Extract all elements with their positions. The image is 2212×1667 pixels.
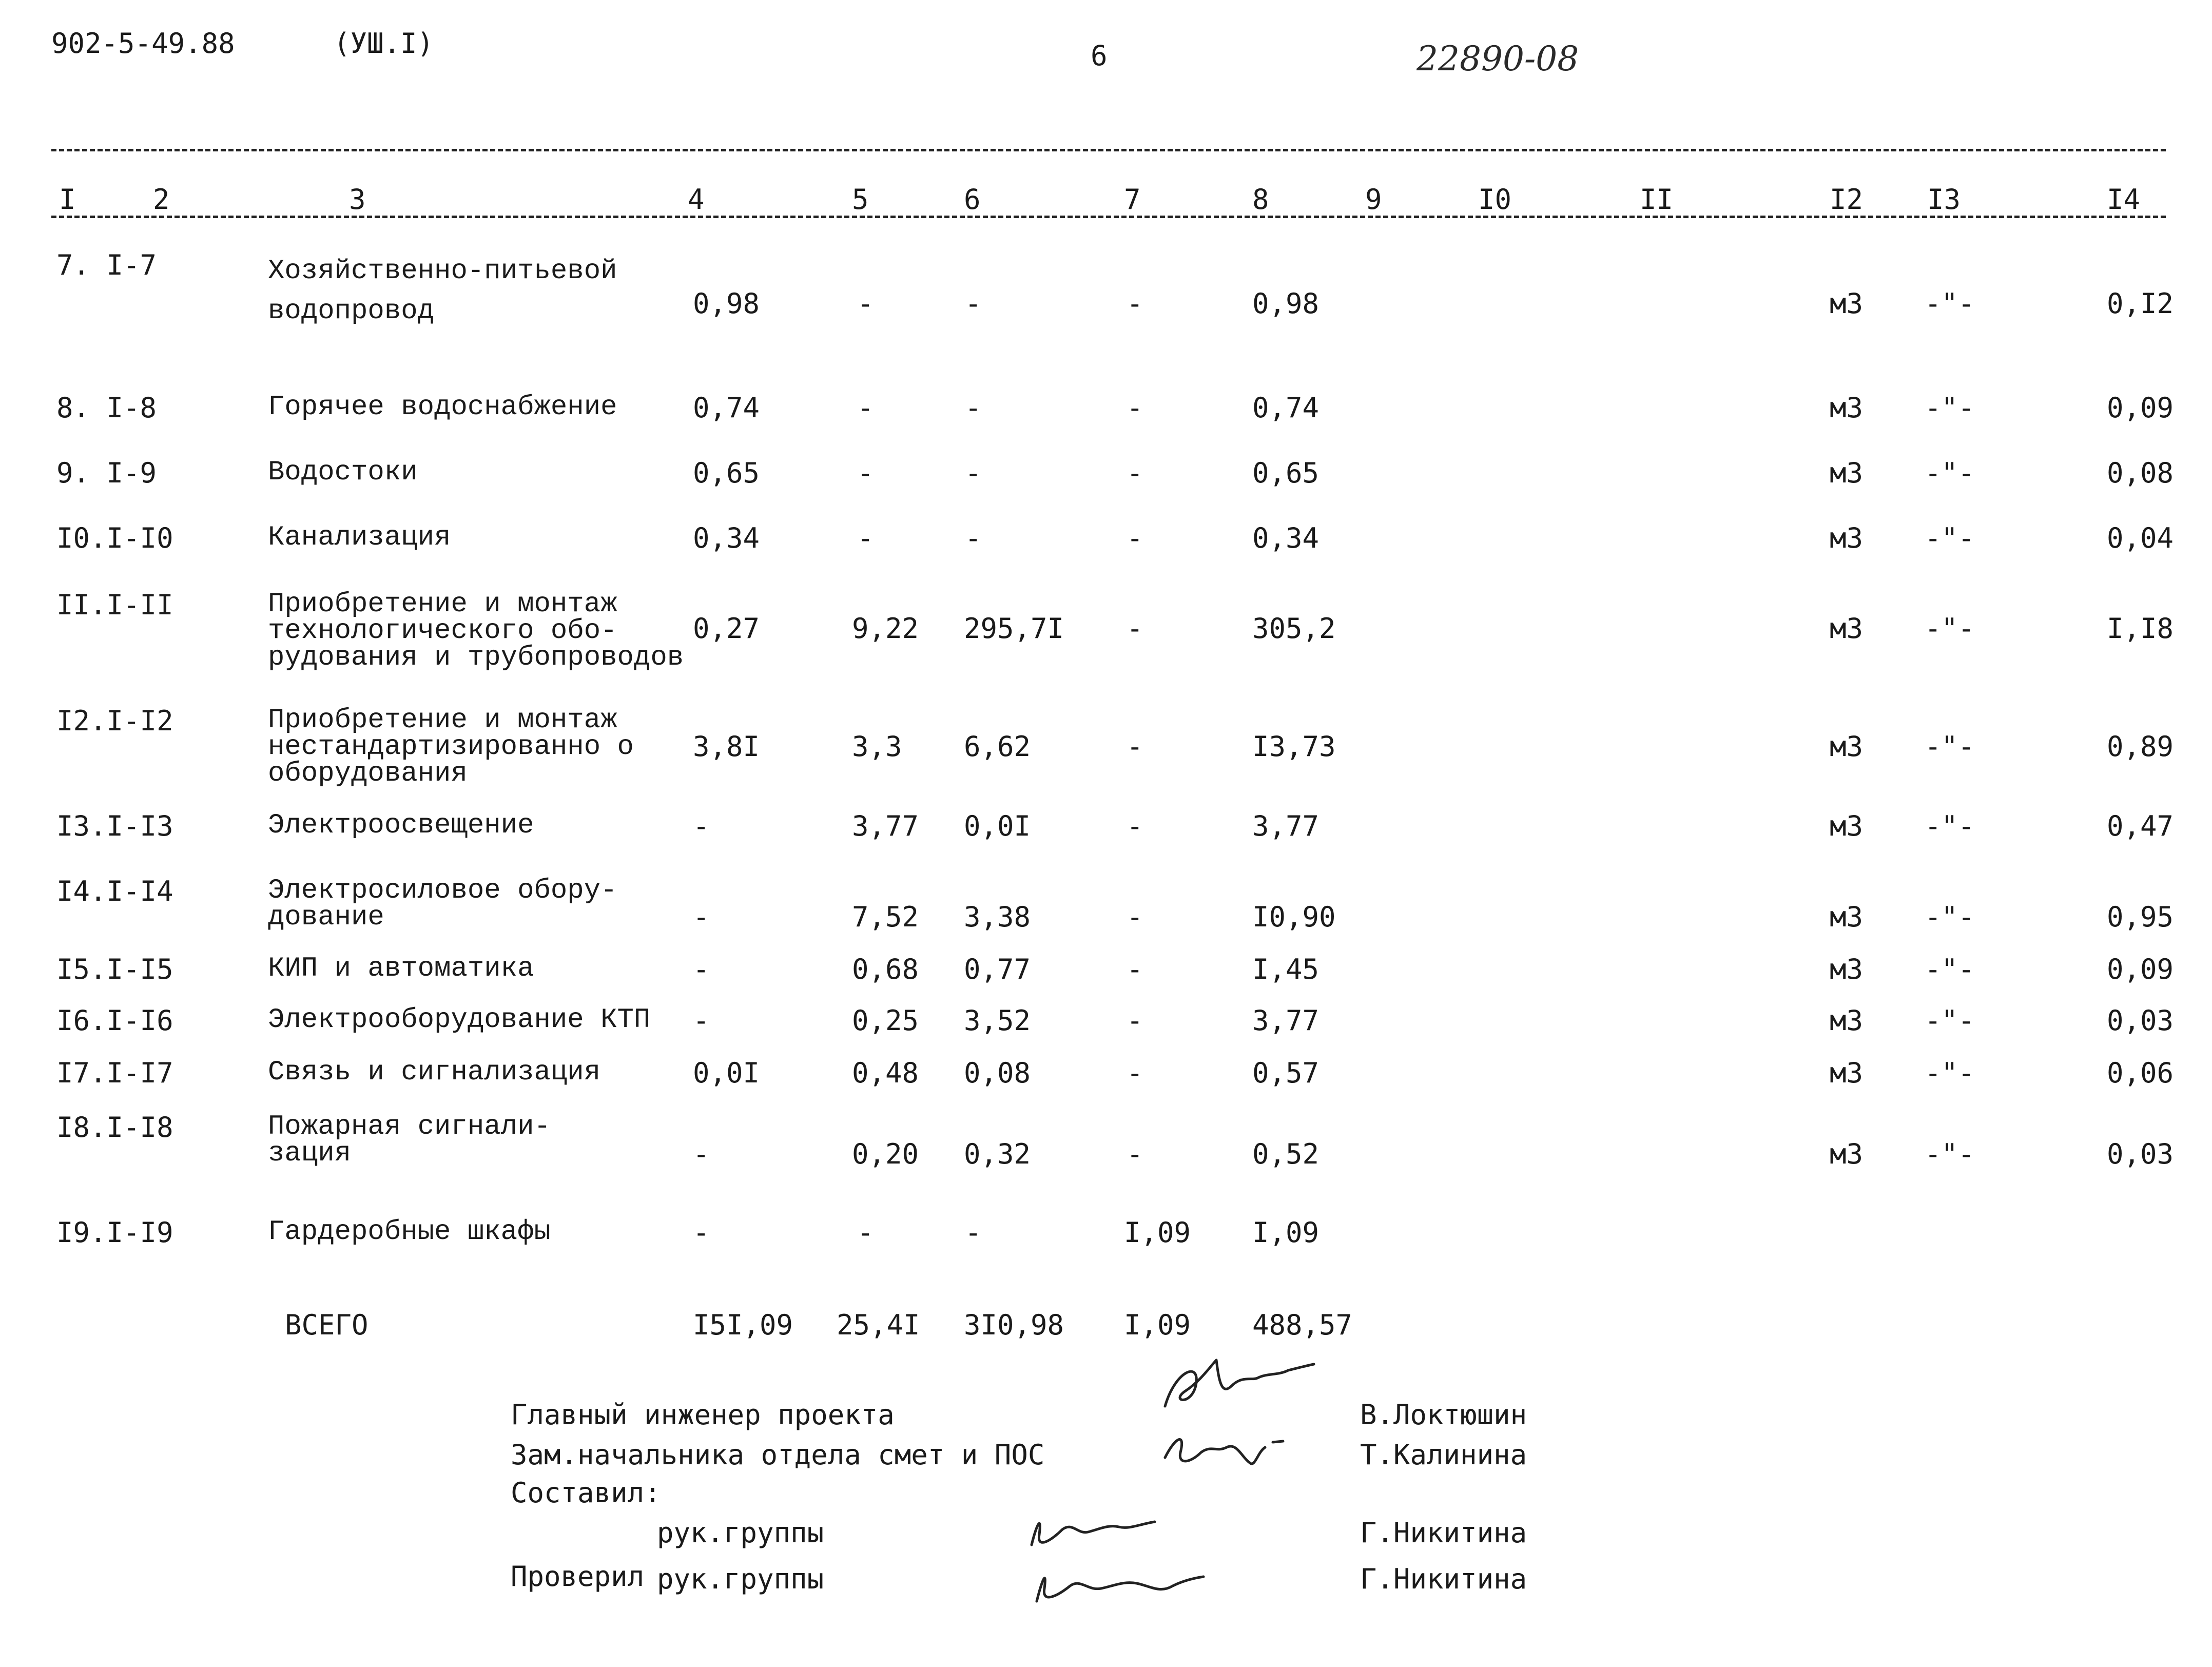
- compiled-signature: [1021, 1504, 1175, 1555]
- cell-col12: м3: [1830, 392, 1864, 424]
- cell-col13: -"-: [1925, 1004, 1975, 1037]
- cell-col5: -: [857, 1216, 874, 1249]
- cell-col8: 3,77: [1252, 810, 1320, 842]
- cell-col6: 0,32: [964, 1138, 1031, 1170]
- chief-engineer-signature: [1155, 1350, 1319, 1422]
- row-number: I0.I-I0: [56, 522, 173, 554]
- cell-col7: -: [1127, 901, 1143, 933]
- deputy-signature: [1155, 1422, 1288, 1478]
- row-number: 7. I-7: [56, 249, 157, 281]
- total-col6: 3I0,98: [964, 1309, 1064, 1341]
- cell-col14: 0,09: [2107, 392, 2174, 424]
- row-number: I7.I-I7: [56, 1057, 173, 1089]
- row-description: Пожарная сигнали- зация: [268, 1111, 551, 1169]
- cell-col7: -: [1127, 730, 1143, 763]
- checked-name: Г.Никитина: [1360, 1563, 1527, 1595]
- cell-col5: -: [857, 392, 874, 424]
- cell-col13: -"-: [1925, 457, 1975, 489]
- cell-col8: I3,73: [1252, 730, 1336, 763]
- row-description: Канализация: [268, 522, 451, 553]
- cell-col4: 0,74: [693, 392, 760, 424]
- cell-col6: 295,7I: [964, 612, 1064, 645]
- column-header-1: I: [59, 183, 76, 216]
- cell-col8: I,45: [1252, 953, 1320, 985]
- cell-col4: 0,65: [693, 457, 760, 489]
- cell-col14: 0,03: [2107, 1004, 2174, 1037]
- cell-col7: -: [1127, 953, 1143, 985]
- section-code: (УШ.I): [334, 27, 434, 60]
- cell-col7: -: [1127, 522, 1143, 554]
- column-header-13: I3: [1927, 183, 1961, 216]
- row-description: Электросиловое обору- дование: [268, 875, 617, 933]
- cell-col7: -: [1127, 612, 1143, 645]
- cell-col13: -"-: [1925, 730, 1975, 763]
- cell-col12: м3: [1830, 457, 1864, 489]
- cell-col6: 0,0I: [964, 810, 1031, 842]
- row-description: Приобретение и монтаж нестандартизированно о оборудования: [268, 705, 634, 789]
- cell-col4: 3,8I: [693, 730, 760, 763]
- compiled-role: рук.группы: [657, 1517, 824, 1549]
- cell-col12: м3: [1830, 1138, 1864, 1170]
- cell-col14: 0,06: [2107, 1057, 2174, 1089]
- row-number: I5.I-I5: [56, 953, 173, 985]
- cell-col7: -: [1127, 392, 1143, 424]
- row-description: Гардеробные шкафы: [268, 1216, 551, 1248]
- doc-code: 902-5-49.88: [51, 27, 235, 60]
- row-description: Связь и сигнализация: [268, 1057, 601, 1088]
- row-description: Электрооборудование КТП: [268, 1004, 651, 1036]
- cell-col4: -: [693, 810, 710, 842]
- cell-col8: 305,2: [1252, 612, 1336, 645]
- cell-col4: 0,34: [693, 522, 760, 554]
- cell-col7: -: [1127, 1138, 1143, 1170]
- column-header-6: 6: [964, 183, 981, 216]
- cell-col7: I,09: [1124, 1216, 1191, 1249]
- row-number: I3.I-I3: [56, 810, 173, 842]
- cell-col12: м3: [1830, 730, 1864, 763]
- column-header-7: 7: [1124, 183, 1141, 216]
- cell-col8: 0,57: [1252, 1057, 1320, 1089]
- cell-col4: 0,0I: [693, 1057, 760, 1089]
- row-description: Электроосвещение: [268, 810, 534, 841]
- row-description: КИП и автоматика: [268, 953, 534, 984]
- cell-col14: 0,I2: [2107, 287, 2174, 320]
- column-header-8: 8: [1252, 183, 1269, 216]
- cell-col13: -"-: [1925, 392, 1975, 424]
- cell-col4: -: [693, 953, 710, 985]
- cell-col12: м3: [1830, 953, 1864, 985]
- cell-col7: -: [1127, 1004, 1143, 1037]
- cell-col13: -"-: [1925, 287, 1975, 320]
- column-header-4: 4: [688, 183, 705, 216]
- cell-col5: -: [857, 287, 874, 320]
- column-header-3: 3: [349, 183, 366, 216]
- cell-col8: 0,34: [1252, 522, 1320, 554]
- row-description: Приобретение и монтаж технологического обо- рудования и трубопроводов: [268, 589, 684, 673]
- column-header-12: I2: [1830, 183, 1864, 216]
- column-header-14: I4: [2107, 183, 2141, 216]
- column-header-5: 5: [852, 183, 869, 216]
- row-description: Хозяйственно-питьевой водопровод: [268, 256, 617, 327]
- cell-col5: -: [857, 522, 874, 554]
- cell-col14: 0,03: [2107, 1138, 2174, 1170]
- cell-col4: 0,98: [693, 287, 760, 320]
- cell-col14: 0,47: [2107, 810, 2174, 842]
- cell-col8: I0,90: [1252, 901, 1336, 933]
- cell-col4: -: [693, 901, 710, 933]
- cell-col4: 0,27: [693, 612, 760, 645]
- cell-col8: 0,52: [1252, 1138, 1320, 1170]
- cell-col7: -: [1127, 287, 1143, 320]
- cell-col12: м3: [1830, 901, 1864, 933]
- cell-col4: -: [693, 1138, 710, 1170]
- cell-col4: -: [693, 1004, 710, 1037]
- row-number: II.I-II: [56, 589, 173, 621]
- cell-col5: 0,68: [852, 953, 919, 985]
- checked-signature: [1026, 1555, 1211, 1612]
- cell-col6: -: [965, 287, 982, 320]
- row-number: I8.I-I8: [56, 1111, 173, 1143]
- cell-col5: 0,48: [852, 1057, 919, 1089]
- page-number: 6: [1091, 40, 1108, 72]
- cell-col13: -"-: [1925, 1057, 1975, 1089]
- cell-col12: м3: [1830, 1057, 1864, 1089]
- cell-col5: 9,22: [852, 612, 919, 645]
- cell-col4: -: [693, 1216, 710, 1249]
- header-underline: [51, 216, 2166, 218]
- column-header-10: I0: [1478, 183, 1512, 216]
- total-col5: 25,4I: [837, 1309, 920, 1341]
- cell-col6: 3,38: [964, 901, 1031, 933]
- cell-col14: 0,08: [2107, 457, 2174, 489]
- row-number: I6.I-I6: [56, 1004, 173, 1037]
- cell-col12: м3: [1830, 810, 1864, 842]
- row-number: I4.I-I4: [56, 875, 173, 907]
- cell-col13: -"-: [1925, 1138, 1975, 1170]
- cell-col13: -"-: [1925, 810, 1975, 842]
- cell-col12: м3: [1830, 522, 1864, 554]
- cell-col5: 7,52: [852, 901, 919, 933]
- column-header-11: II: [1640, 183, 1674, 216]
- top-divider: [51, 149, 2166, 151]
- cell-col5: 3,3: [852, 730, 902, 763]
- cell-col5: 0,20: [852, 1138, 919, 1170]
- row-number: 9. I-9: [56, 457, 157, 489]
- cell-col12: м3: [1830, 612, 1864, 645]
- cell-col13: -"-: [1925, 901, 1975, 933]
- stamp-number: 22890-08: [1417, 39, 1579, 79]
- cell-col12: м3: [1830, 287, 1864, 320]
- cell-col13: -"-: [1925, 522, 1975, 554]
- row-number: I2.I-I2: [56, 705, 173, 737]
- cell-col13: -"-: [1925, 612, 1975, 645]
- checked-label: Проверил: [511, 1560, 645, 1593]
- compiled-label: Составил:: [511, 1477, 661, 1509]
- cell-col13: -"-: [1925, 953, 1975, 985]
- cell-col5: -: [857, 457, 874, 489]
- cell-col8: 0,74: [1252, 392, 1320, 424]
- checked-role: рук.группы: [657, 1563, 824, 1595]
- cell-col12: м3: [1830, 1004, 1864, 1037]
- total-col8: 488,57: [1252, 1309, 1353, 1341]
- total-label: ВСЕГО: [285, 1309, 368, 1341]
- cell-col7: -: [1127, 457, 1143, 489]
- chief-engineer-title: Главный инженер проекта: [511, 1399, 895, 1431]
- row-number: 8. I-8: [56, 392, 157, 424]
- deputy-name: Т.Калинина: [1360, 1439, 1527, 1471]
- chief-engineer-name: В.Локтюшин: [1360, 1399, 1527, 1431]
- cell-col6: -: [965, 522, 982, 554]
- compiled-name: Г.Никитина: [1360, 1517, 1527, 1549]
- cell-col8: I,09: [1252, 1216, 1320, 1249]
- deputy-title: Зам.начальника отдела смет и ПОС: [511, 1439, 1045, 1471]
- row-description: Горячее водоснабжение: [268, 392, 617, 423]
- cell-col6: 6,62: [964, 730, 1031, 763]
- cell-col8: 0,65: [1252, 457, 1320, 489]
- cell-col6: -: [965, 1216, 982, 1249]
- cell-col5: 0,25: [852, 1004, 919, 1037]
- cell-col8: 0,98: [1252, 287, 1320, 320]
- cell-col14: 0,95: [2107, 901, 2174, 933]
- cell-col14: 0,04: [2107, 522, 2174, 554]
- cell-col14: I,I8: [2107, 612, 2174, 645]
- column-header-9: 9: [1365, 183, 1382, 216]
- cell-col14: 0,09: [2107, 953, 2174, 985]
- cell-col5: 3,77: [852, 810, 919, 842]
- row-description: Водостоки: [268, 457, 418, 488]
- cell-col6: 3,52: [964, 1004, 1031, 1037]
- column-header-2: 2: [153, 183, 170, 216]
- cell-col8: 3,77: [1252, 1004, 1320, 1037]
- row-number: I9.I-I9: [56, 1216, 173, 1249]
- cell-col6: -: [965, 392, 982, 424]
- cell-col6: 0,77: [964, 953, 1031, 985]
- cell-col6: 0,08: [964, 1057, 1031, 1089]
- cell-col14: 0,89: [2107, 730, 2174, 763]
- cell-col7: -: [1127, 1057, 1143, 1089]
- total-col7: I,09: [1124, 1309, 1191, 1341]
- cell-col7: -: [1127, 810, 1143, 842]
- cell-col6: -: [965, 457, 982, 489]
- total-col4: I5I,09: [693, 1309, 793, 1341]
